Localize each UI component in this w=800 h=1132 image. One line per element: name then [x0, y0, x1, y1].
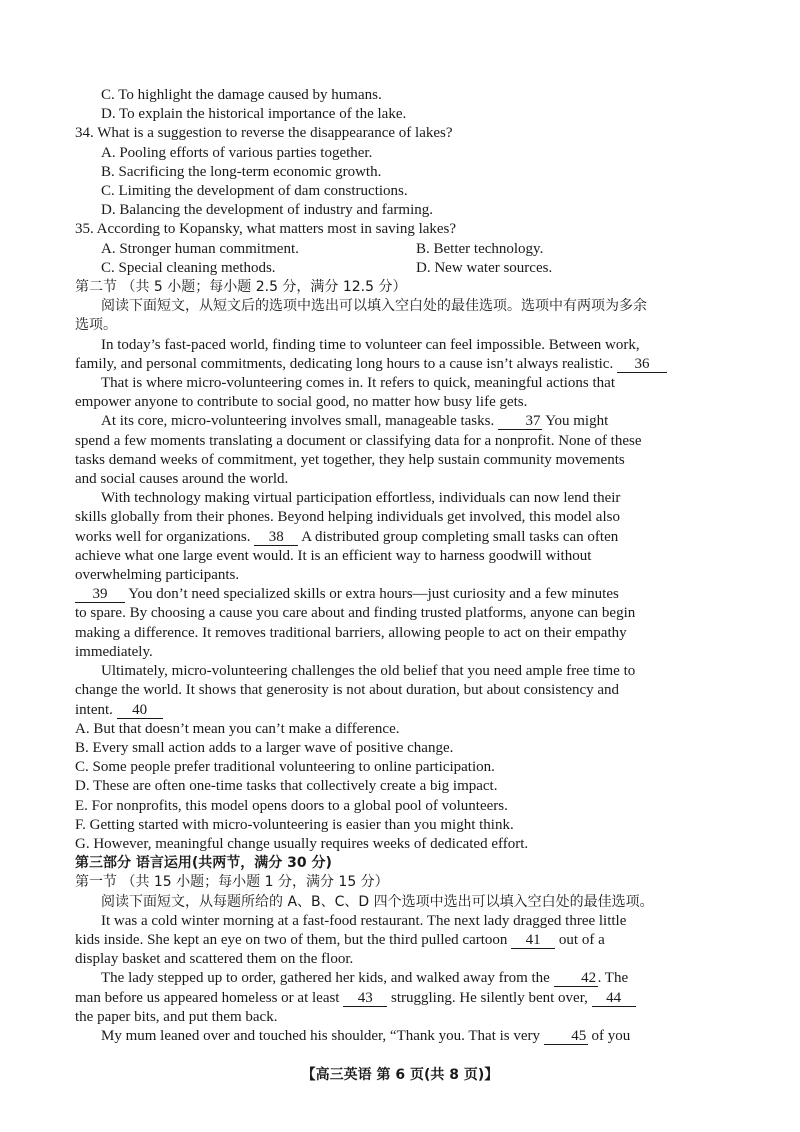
cloze-p2-line-2	[75, 989, 727, 1008]
q35-stem: 35. According to Kopansky, what matters most in saving lakes?	[75, 221, 457, 238]
section-2-instruction-1: 阅读下面短文，从短文后的选项中选出可以填入空白处的最佳选项。选项中有两项为多余	[101, 298, 647, 315]
passage-p4-line-2: skills globally from their phones. Beyond helping individuals get involved, this model also	[75, 509, 620, 526]
passage-p6-line-1: Ultimately, micro-volunteering challenges the old belief that you need ample free time to	[101, 663, 636, 680]
cloze-p3-text-1: My mum leaned over and touched his shoulder, “Thank you. That is very	[101, 1027, 541, 1044]
q35-option-c: C. Special cleaning methods.	[101, 259, 276, 276]
blank-44: 44	[592, 990, 636, 1007]
passage-p4-text-2: A distributed group completing small tasks can often	[301, 528, 619, 545]
passage-p3-text-2: You might	[545, 413, 609, 430]
blank-40: 40	[117, 702, 163, 719]
passage-p2-line-1: That is where micro-volunteering comes in. It refers to quick, meaningful actions that	[101, 375, 616, 392]
cloze-p1-line-1: It was a cold winter morning at a fast-food restaurant. The next lady dragged three little	[101, 912, 627, 929]
cloze-p1-text-1: kids inside. She kept an eye on two of them, but the third pulled cartoon	[75, 931, 508, 948]
blank-38: 38	[254, 529, 298, 546]
cloze-p2-text-2: . The	[597, 970, 629, 987]
blank-36: 36	[617, 356, 667, 373]
q34-stem: 34. What is a suggestion to reverse the disappearance of lakes?	[75, 125, 453, 142]
passage-p5-line-2: to spare. By choosing a cause you care about and finding trusted platforms, anyone can begin	[75, 605, 636, 622]
part-3-heading: 第三部分 语言运用(共两节，满分 30 分)	[75, 855, 332, 872]
choice-option-e: E. For nonprofits, this model opens doors to a global pool of volunteers.	[75, 797, 508, 814]
cloze-p1-text-2: out of a	[558, 931, 605, 948]
passage-p6-line-3	[75, 701, 727, 720]
choice-option-b: B. Every small action adds to a larger wave of positive change.	[75, 739, 454, 756]
passage-p1-line-1: In today’s fast-paced world, finding time to volunteer can feel impossible. Between work,	[101, 336, 640, 353]
blank-37: 37	[498, 413, 542, 430]
passage-p4-line-1: With technology making virtual participation effortless, individuals can now lend their	[101, 490, 621, 507]
q34-option-d: D. Balancing the development of industry and farming.	[101, 202, 433, 219]
passage-p3-line-1	[75, 412, 727, 431]
passage-p3-line-2: spend a few moments translating a document or classifying data for a nonprofit. None of these	[75, 432, 642, 449]
q35-option-b: B. Better technology.	[416, 240, 544, 257]
section-2-instruction-2: 选项。	[75, 317, 117, 334]
cloze-p1-line-2	[75, 931, 727, 950]
passage-p1-text: family, and personal commitments, dedicating long hours to a cause isn’t always realistic.	[75, 355, 614, 372]
part-3-section-1-heading: 第一节 （共 15 小题；每小题 1 分，满分 15 分）	[75, 874, 389, 891]
passage-p2-line-2: empower anyone to contribute to social good, no matter how busy life gets.	[75, 394, 528, 411]
passage-p6-line-2: change the world. It shows that generosity is not about duration, but about consistency and	[75, 682, 620, 699]
page-footer: 【高三英语 第 6 页(共 8 页)】	[301, 1067, 499, 1083]
q33-option-c: C. To highlight the damage caused by humans.	[101, 87, 382, 103]
passage-p3-line-4: and social causes around the world.	[75, 471, 289, 488]
q35-option-a: A. Stronger human commitment.	[101, 240, 299, 257]
part-3-instruction: 阅读下面短文，从每题所给的 A、B、C、D 四个选项中选出可以填入空白处的最佳选项。	[101, 893, 654, 910]
passage-p1-line-2	[75, 355, 727, 374]
cloze-p2-line-3: the paper bits, and put them back.	[75, 1008, 278, 1025]
cloze-p3-text-2: of you	[591, 1027, 631, 1044]
q35-option-d: D. New water sources.	[416, 259, 553, 276]
choice-option-g: G. However, meaningful change usually requires weeks of dedicated effort.	[75, 835, 529, 852]
blank-42: 42	[554, 970, 598, 987]
cloze-p3-line-1	[75, 1027, 727, 1046]
cloze-p2-text-4: struggling. He silently bent over,	[390, 989, 588, 1006]
blank-45: 45	[544, 1028, 588, 1045]
cloze-p2-text-1: The lady stepped up to order, gathered her kids, and walked away from the	[101, 970, 550, 987]
q34-option-c: C. Limiting the development of dam constructions.	[101, 183, 408, 200]
passage-p6-text: intent.	[75, 701, 113, 718]
blank-43: 43	[343, 990, 387, 1007]
q34-option-b: B. Sacrificing the long-term economic growth.	[101, 163, 382, 180]
q34-option-a: A. Pooling efforts of various parties together.	[101, 144, 373, 161]
passage-p3-text-1: At its core, micro-volunteering involves small, manageable tasks.	[101, 413, 495, 430]
choice-option-c: C. Some people prefer traditional volunteering to online participation.	[75, 759, 495, 776]
passage-p4-line-3	[75, 528, 727, 547]
cloze-p1-line-3: display basket and scattered them on the floor.	[75, 951, 354, 968]
choice-option-d: D. These are often one-time tasks that collectively create a big impact.	[75, 778, 498, 795]
passage-p4-line-4: achieve what one large event would. It is an efficient way to harness goodwill without	[75, 547, 592, 564]
passage-p5-line-4: immediately.	[75, 643, 153, 660]
q35-options-row-2	[75, 259, 727, 278]
blank-39: 39	[75, 586, 125, 603]
cloze-p2-text-3: man before us appeared homeless or at least	[75, 989, 340, 1006]
passage-p5-line-3: making a difference. It removes traditional barriers, allowing people to act on their empathy	[75, 624, 627, 641]
passage-p4-line-5: overwhelming participants.	[75, 567, 240, 584]
passage-p5-line-1	[75, 585, 727, 604]
passage-p3-line-3: tasks demand weeks of commitment, yet together, they help sustain community movements	[75, 451, 625, 468]
page-content	[75, 86, 727, 1046]
cloze-p2-line-1	[75, 969, 727, 988]
passage-p5-text-1: You don’t need specialized skills or extra hours—just curiosity and a few minutes	[128, 586, 619, 603]
passage-p4-text-1: works well for organizations.	[75, 528, 251, 545]
q35-options-row-1	[75, 240, 727, 259]
blank-41: 41	[511, 932, 555, 949]
choice-option-f: F. Getting started with micro-volunteering is easier than you might think.	[75, 816, 514, 833]
section-2-heading: 第二节 （共 5 小题；每小题 2.5 分，满分 12.5 分）	[75, 279, 407, 296]
choice-option-a: A. But that doesn’t mean you can’t make a difference.	[75, 720, 400, 737]
q33-option-d: D. To explain the historical importance of the lake.	[101, 106, 407, 123]
